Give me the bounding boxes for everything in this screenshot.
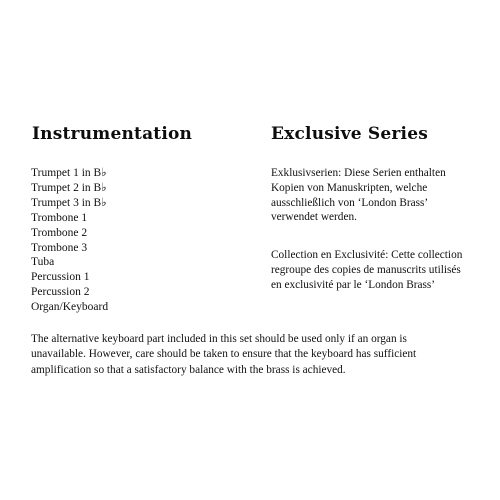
instrument-item: Trumpet 1 in B♭ xyxy=(31,167,107,179)
keyboard-note xyxy=(31,332,471,378)
instrument-item: Trombone 1 xyxy=(31,211,88,224)
instrument-item: Organ/Keyboard xyxy=(31,301,109,314)
instrument-item: Trumpet 3 in B♭ xyxy=(31,196,107,209)
instrument-item: Trombone 2 xyxy=(31,226,88,239)
instrument-item: Percussion 1 xyxy=(31,271,90,284)
exclusive-series-heading: Exclusive Series xyxy=(271,124,428,144)
french-line: regroupe des copies de manuscrits utilisés xyxy=(271,263,461,276)
instrument-item: Trumpet 2 in B♭ xyxy=(31,181,107,194)
german-description xyxy=(271,166,471,225)
instrument-list xyxy=(31,166,108,315)
french-description xyxy=(271,248,471,292)
french-line: Collection en Exclusivité: Cette collection xyxy=(271,249,463,261)
instrument-item: Tuba xyxy=(31,256,55,269)
note-line: amplification so that a satisfactory balance with the brass is achieved. xyxy=(31,363,346,376)
german-line: Kopien von Manuskripten, welche xyxy=(271,181,428,194)
german-line: Exklusivserien: Diese Serien enthalten xyxy=(271,167,446,179)
german-line: ausschließlich von ‘London Brass’ xyxy=(271,196,429,209)
note-line: unavailable. However, care should be taken to ensure that the keyboard has sufficient xyxy=(31,348,417,361)
instrument-item: Trombone 3 xyxy=(31,241,88,254)
german-line: verwendet werden. xyxy=(271,211,357,224)
instrument-item: Percussion 2 xyxy=(31,286,90,299)
note-line: The alternative keyboard part included in this set should be used only if an organ is xyxy=(31,333,407,345)
instrumentation-heading: Instrumentation xyxy=(32,124,193,144)
french-line: en exclusivité par le ‘London Brass’ xyxy=(271,278,436,291)
